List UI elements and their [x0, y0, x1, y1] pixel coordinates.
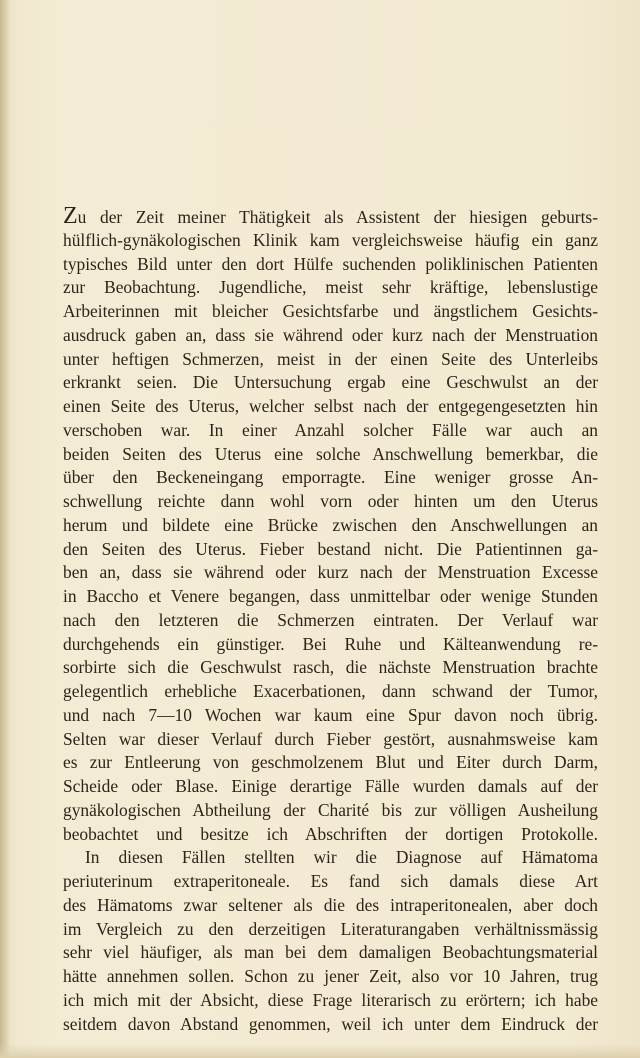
text-line: Arbeiterinnen mit bleicher Gesichtsfarbe und ängstlichem Gesichts- [63, 301, 598, 321]
text-line: beobachtet und besitze ich Abschriften der dortigen Protokolle. [63, 823, 598, 844]
text-line: typisches Bild unter den dort Hülfe suchenden poliklinischen Patienten [63, 253, 598, 274]
text-line: zur Beobachtung. Jugendliche, meist sehr kräftige, lebenslustige [63, 277, 598, 298]
text-line: Selten war dieser Verlauf durch Fieber gestört, ausnahmsweise kam [63, 728, 598, 749]
text-line: Scheide oder Blase. Einige derartige Fälle wurden damals auf der [63, 776, 598, 796]
text-line: periuterinum extraperitoneale. Es fand sich damals diese Art [63, 871, 598, 891]
text-line: in Baccho et Venere begangen, dass unmittelbar oder wenige Stunden [63, 586, 598, 606]
page-bottom-shadow [0, 1044, 640, 1058]
text-line: ausdruck gaben an, dass sie während oder kurz nach der Menstruation [63, 324, 598, 345]
text-line: über den Beckeneingang emporragte. Eine weniger grosse An- [63, 467, 598, 488]
text-line: Zu der Zeit meiner Thätigkeit als Assistent der hiesigen geburts- [63, 203, 598, 229]
text-line: einen Seite des Uterus, welcher selbst nach der entgegengesetzten hin [63, 396, 598, 416]
body-text [63, 205, 598, 1036]
text-line: erkrankt seien. Die Untersuchung ergab eine Geschwulst an der [63, 372, 598, 393]
text-line: sorbirte sich die Geschwulst rasch, die nächste Menstruation brachte [63, 657, 598, 678]
text-line: es zur Entleerung von geschmolzenem Blut und Eiter durch Darm, [63, 752, 598, 773]
text-line: hülflich-gynäkologischen Klinik kam vergleichsweise häufig ein ganz [63, 229, 598, 250]
text-line: gelegentlich erhebliche Exacerbationen, dann schwand der Tumor, [63, 681, 598, 701]
text-line: In diesen Fällen stellten wir die Diagnose auf Hämatoma [85, 847, 598, 868]
text-line: und nach 7—10 Wochen war kaum eine Spur davon noch übrig. [63, 704, 598, 725]
page-left-shadow [0, 0, 10, 1058]
text-line: des Hämatoms zwar seltener als die des intraperitonealen, aber doch [63, 894, 598, 915]
text-line: ben an, dass sie während oder kurz nach der Menstruation Excesse [63, 562, 598, 583]
text-line: schwellung reichte dann wohl vorn oder hinten um den Uterus [63, 491, 598, 511]
text-line: im Vergleich zu den derzeitigen Literaturangaben verhältnissmässig [63, 918, 598, 939]
text-line: unter heftigen Schmerzen, meist in der einen Seite des Unterleibs [63, 348, 598, 369]
text-line: den Seiten des Uterus. Fieber bestand nicht. Die Patientinnen ga- [63, 538, 598, 559]
text-line: beiden Seiten des Uterus eine solche Anschwellung bemerkbar, die [63, 443, 598, 464]
text-line: gynäkologischen Abtheilung der Charité bis zur völligen Ausheilung [63, 799, 598, 820]
text-line: herum und bildete eine Brücke zwischen den Anschwellungen an [63, 514, 598, 535]
text-line: ich mich mit der Absicht, diese Frage literarisch zu erörtern; ich habe [63, 989, 598, 1010]
text-line: seitdem davon Abstand genommen, weil ich unter dem Eindruck der [63, 1013, 598, 1034]
text-line: durchgehends ein günstiger. Bei Ruhe und Kälteanwendung re- [63, 633, 598, 654]
text-line: sehr viel häufiger, als man bei dem damaligen Beobachtungsmaterial [63, 942, 598, 963]
text-line: hätte annehmen sollen. Schon zu jener Zeit, also vor 10 Jahren, trug [63, 966, 598, 986]
text-line: nach den letzteren die Schmerzen eintraten. Der Verlauf war [63, 609, 598, 630]
text-line: verschoben war. In einer Anzahl solcher Fälle war auch an [63, 419, 598, 440]
